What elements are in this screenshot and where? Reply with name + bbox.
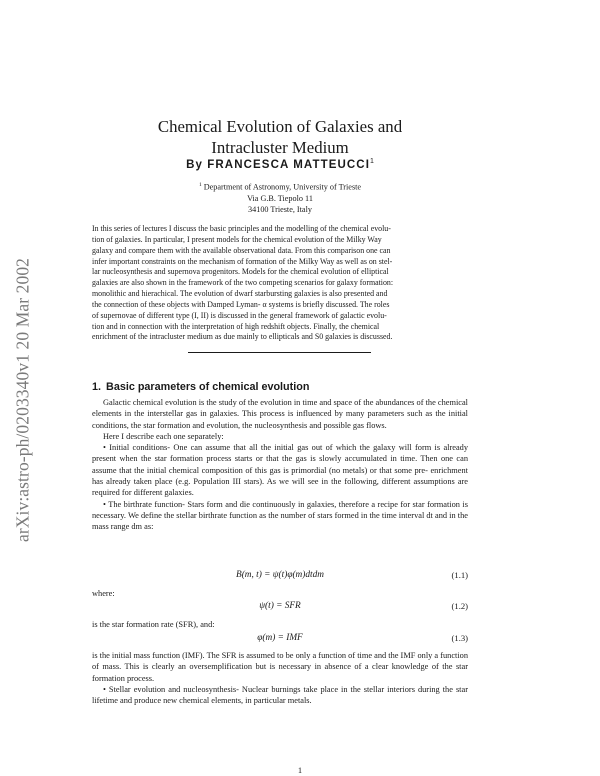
paragraph-intro: Galactic chemical evolution is the study of the evolution in time and space of the abundances of the chemical elements in the interstellar gas in galaxies. This process is influenced by many parameters such as the initial conditions, the star formation and evolution, the nucleosynthesis and possible gas flows. — [92, 398, 468, 430]
equation-1-2 — [92, 601, 468, 613]
paragraph-stellar-evolution: • Stellar evolution and nucleosynthesis- Nuclear burnings take place in the stellar interiors during the star lifetime and produce new chemical elements, in particular metals. — [92, 684, 468, 706]
equation-1-3 — [92, 633, 468, 645]
author-name: FRANCESCA MATTEUCCI — [207, 158, 371, 171]
abstract-line: galaxy and compare them with the available observational data. From this comparison one can — [92, 245, 391, 255]
where-label-block — [92, 588, 468, 599]
author-line — [90, 158, 470, 171]
sfr-label-block — [92, 619, 468, 630]
arxiv-identifier-stamp — [6, 200, 40, 600]
equation-1-1 — [92, 570, 468, 582]
abstract-line: infer important constraints on the mechanism of formation of the Milky Way as well as on stel- — [92, 256, 393, 266]
paragraph-describe: Here I describe each one separately: — [103, 431, 224, 441]
equation-expression: B(m, t) = ψ(t)φ(m)dtdm — [236, 570, 324, 580]
affiliation-mark: 1 — [198, 182, 202, 188]
paragraph-initial-conditions: • Initial conditions- One can assume that all the initial gas out of which the galaxy will form is already present when the star formation process starts or that the gas is slowly accumulated in time. Then one can assume that the initial chemical composition of this gas is primordial (no metals) or that some pre- enrichment has already taken place (e.g. Population III stars). As we will see in the following, different assumptions are required for different galaxies. — [92, 443, 468, 498]
abstract-line: enrichment of the intracluster medium as due mainly to ellipticals and S0 galaxies is discussed. — [92, 332, 393, 342]
abstract-line: the connection of these objects with Damped Lyman- α systems is briefly discussed. The roles — [92, 299, 390, 309]
affiliation-line-2: Via G.B. Tiepolo 11 — [247, 193, 313, 203]
equation-number: (1.1) — [451, 570, 468, 580]
equation-expression: ψ(t) = SFR — [259, 601, 301, 611]
affiliation-line-3: 34100 Trieste, Italy — [248, 205, 312, 215]
sfr-label: is the star formation rate (SFR), and: — [92, 620, 215, 629]
author-prefix: By — [186, 158, 203, 171]
abstract-line: tion and in connection with the interpretation of high redshift objects. Finally, the chemical — [92, 321, 380, 331]
affiliation — [90, 180, 470, 215]
affiliation-line-1: Department of Astronomy, University of Trieste — [203, 182, 362, 192]
abstract-line: of supernovae of different type (I, II) is discussed in the general framework of galactic evolu- — [92, 310, 387, 320]
abstract-line: galaxies are also shown in the framework of the two competing scenarios for galaxy formation: — [92, 278, 394, 288]
paragraph-imf: is the initial mass function (IMF). The SFR is assumed to be only a function of time and the IMF only a function of mass. This is clearly an oversemplification but is necessary in absence of a clear knowledge of the star formation process. — [92, 651, 468, 683]
abstract — [92, 224, 468, 343]
equation-number: (1.2) — [451, 601, 468, 611]
paragraph-birthrate-function: • The birthrate function- Stars form and die continuously in galaxies, therefore a recipe for star formation is necessary. We define the stellar birthrate function as the number of stars formed in the time interval dt and in the mass range dm as: — [92, 499, 468, 532]
paper-title — [90, 116, 470, 158]
abstract-line: tion of galaxies. In particular, I present models for the chemical evolution of the Milky Way — [92, 234, 382, 244]
body-text-block-1 — [92, 397, 468, 533]
section-number: 1. — [92, 381, 102, 393]
author-footnote-mark: 1 — [370, 158, 374, 165]
title-line-1: Chemical Evolution of Galaxies and — [157, 117, 403, 136]
equation-expression: φ(m) = IMF — [257, 633, 303, 643]
abstract-line: monolithic and hierachical. The evolution of dwarf starbursting galaxies is also presented and — [92, 289, 388, 299]
equation-number: (1.3) — [451, 633, 468, 643]
abstract-divider — [188, 352, 371, 353]
section-heading — [92, 381, 314, 393]
title-line-2: Intracluster Medium — [211, 138, 349, 157]
abstract-line: lar nucleosynthesis and supernova progenitors. Models for the chemical evolution of elliptical — [92, 267, 389, 277]
section-title: Basic parameters of chemical evolution — [106, 381, 310, 393]
where-label: where: — [92, 589, 115, 598]
body-text-block-2 — [92, 650, 468, 706]
arxiv-id-text: arXiv:astro-ph/0203340v1 20 Mar 2002 — [12, 257, 33, 543]
abstract-line: In this series of lectures I discuss the basic principles and the modelling of the chemical evolu- — [92, 224, 391, 233]
page-number: 1 — [297, 765, 303, 775]
